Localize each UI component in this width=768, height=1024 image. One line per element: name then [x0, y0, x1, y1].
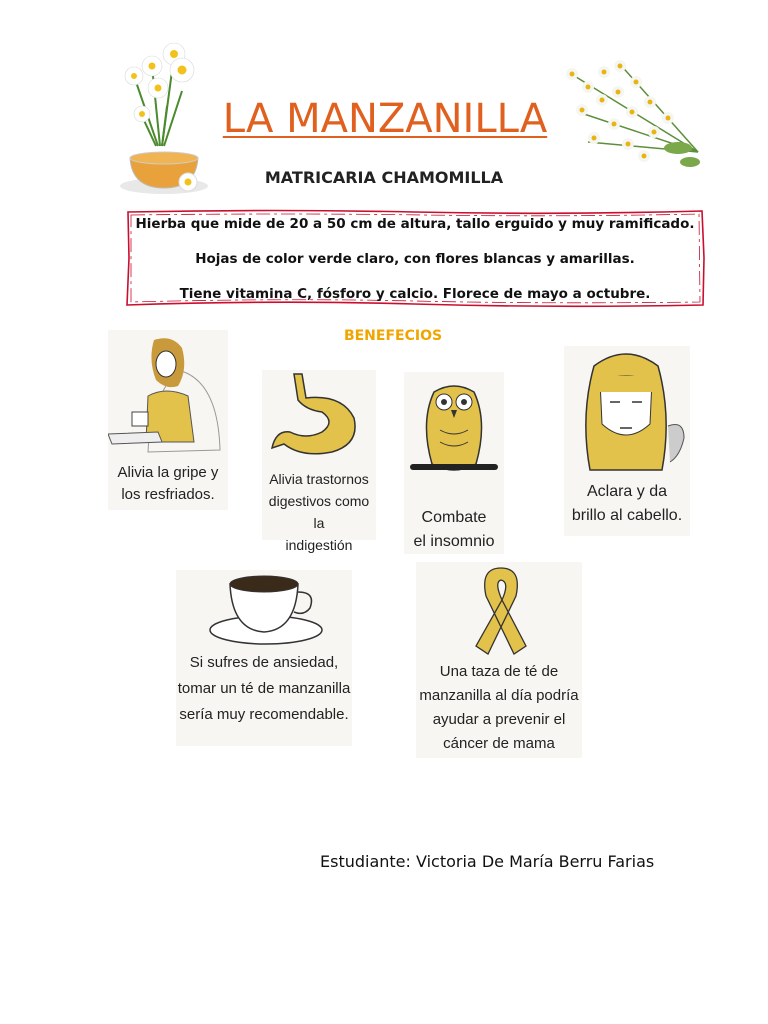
page-title: LA MANZANILLA: [222, 96, 548, 142]
page-subtitle: MATRICARIA CHAMOMILLA: [264, 168, 504, 187]
description-line: Hierba que mide de 20 a 50 cm de altura, tallo erguido y muy ramificado.: [135, 216, 695, 232]
benefit-card-insomnia: [404, 372, 504, 554]
benefit-card-digestion: [262, 370, 376, 553]
sick-person-icon: [108, 330, 228, 455]
benefits-heading: BENEFECIOS: [343, 328, 443, 344]
benefit-card-cold: [108, 330, 228, 510]
benefit-card-hair: [564, 346, 690, 536]
benefit-caption: Si sufres de ansiedad, tomar un té de manzanilla sería muy recomendable.: [177, 654, 351, 723]
woman-hair-icon: [564, 346, 690, 476]
benefit-card-cancer: [416, 562, 582, 758]
benefit-caption: Aclara y da brillo al cabello.: [571, 483, 683, 524]
chamomile-bunch-image: [558, 52, 708, 178]
description-box: [124, 208, 706, 308]
benefit-caption: Alivia la gripe y los resfriados.: [117, 464, 219, 503]
owl-icon: [404, 372, 504, 498]
benefit-caption: Combate el insomnio: [413, 509, 495, 550]
tea-cup-icon: [206, 570, 326, 650]
description-line: Hojas de color verde claro, con flores blancas y amarillas.: [195, 251, 635, 267]
benefit-card-anxiety: [176, 570, 352, 746]
description-line: Tiene vitamina C, fósforo y calcio. Florece de mayo a octubre.: [179, 286, 651, 302]
awareness-ribbon-icon: [466, 562, 536, 658]
benefit-caption: Una taza de té de manzanilla al día podría ayudar a prevenir el cáncer de mama: [419, 663, 579, 752]
benefit-caption: Alivia trastornos digestivos como la indigestión: [268, 471, 370, 553]
student-name: Estudiante: Victoria De María Berru Farias: [320, 852, 655, 871]
stomach-icon: [262, 370, 376, 465]
